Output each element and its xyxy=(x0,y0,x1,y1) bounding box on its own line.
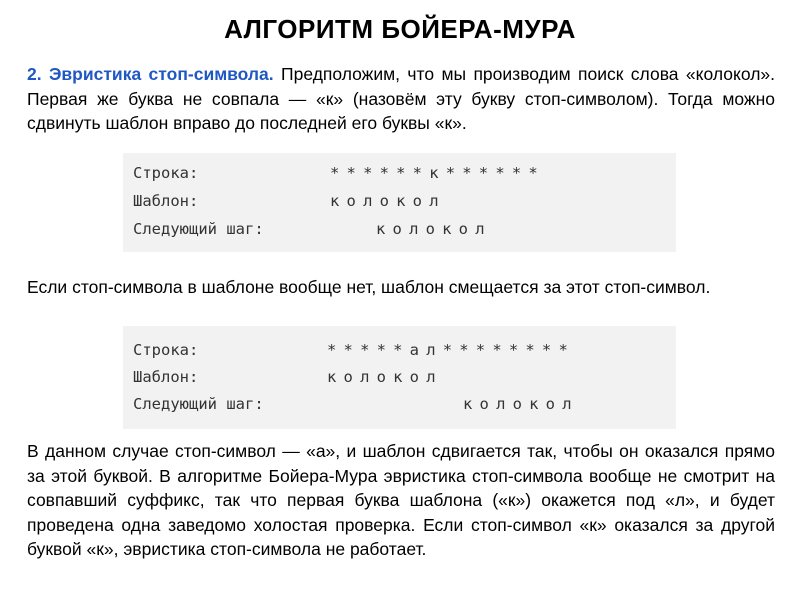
code-value: *****ал******** xyxy=(327,341,575,359)
code-value: колокол xyxy=(376,220,492,238)
code-label: Шаблон: xyxy=(133,192,199,210)
page-title: АЛГОРИТМ БОЙЕРА-МУРА xyxy=(224,14,576,44)
code-label: Следующий шаг: xyxy=(133,220,264,238)
code-label: Следующий шаг: xyxy=(133,395,264,413)
code-row-pattern xyxy=(133,368,443,390)
paragraph-stop-symbol-heuristic xyxy=(27,62,775,136)
code-value: колокол xyxy=(330,192,446,210)
code-value: колокол xyxy=(463,395,579,413)
code-example-1 xyxy=(123,153,676,252)
code-label: Шаблон: xyxy=(133,368,199,386)
code-label: Строка: xyxy=(133,164,199,182)
code-row-string xyxy=(133,341,575,363)
code-row-next-step xyxy=(133,220,492,242)
code-value: ******к****** xyxy=(330,164,545,182)
code-value: колокол xyxy=(327,368,443,386)
code-row-next-step xyxy=(133,395,579,417)
paragraph-text: Предположим, что мы производим поиск слова «колокол». Первая же буква не совпала — «к» (назовём эту букву стоп-символом). Тогда можно сдвинуть шаблон вправо до последней его буквы «к». xyxy=(27,64,775,133)
code-example-2 xyxy=(123,326,676,429)
code-row-string xyxy=(133,164,545,186)
code-label: Строка: xyxy=(133,341,199,359)
code-row-pattern xyxy=(133,192,446,214)
paragraph-explanation: В данном случае стоп-символ — «а», и шаблон сдвигается так, чтобы он оказался прямо за этой буквой. В алгоритме Бойера-Мура эвристика стоп-символа вообще не смотрит на совпавший суффикс, так что первая буква шаблона («к») окажется под «л», и будет проведена одна заведомо холостая проверка. Если стоп-символ «к» оказался за другой буквой «к», эвристика стоп-символа не работает. xyxy=(27,441,775,559)
paragraph-no-stop-symbol: Если стоп-символа в шаблоне вообще нет, шаблон смещается за этот стоп-символ. xyxy=(27,277,711,297)
section-heading: 2. Эвристика стоп-символа. xyxy=(27,64,274,84)
